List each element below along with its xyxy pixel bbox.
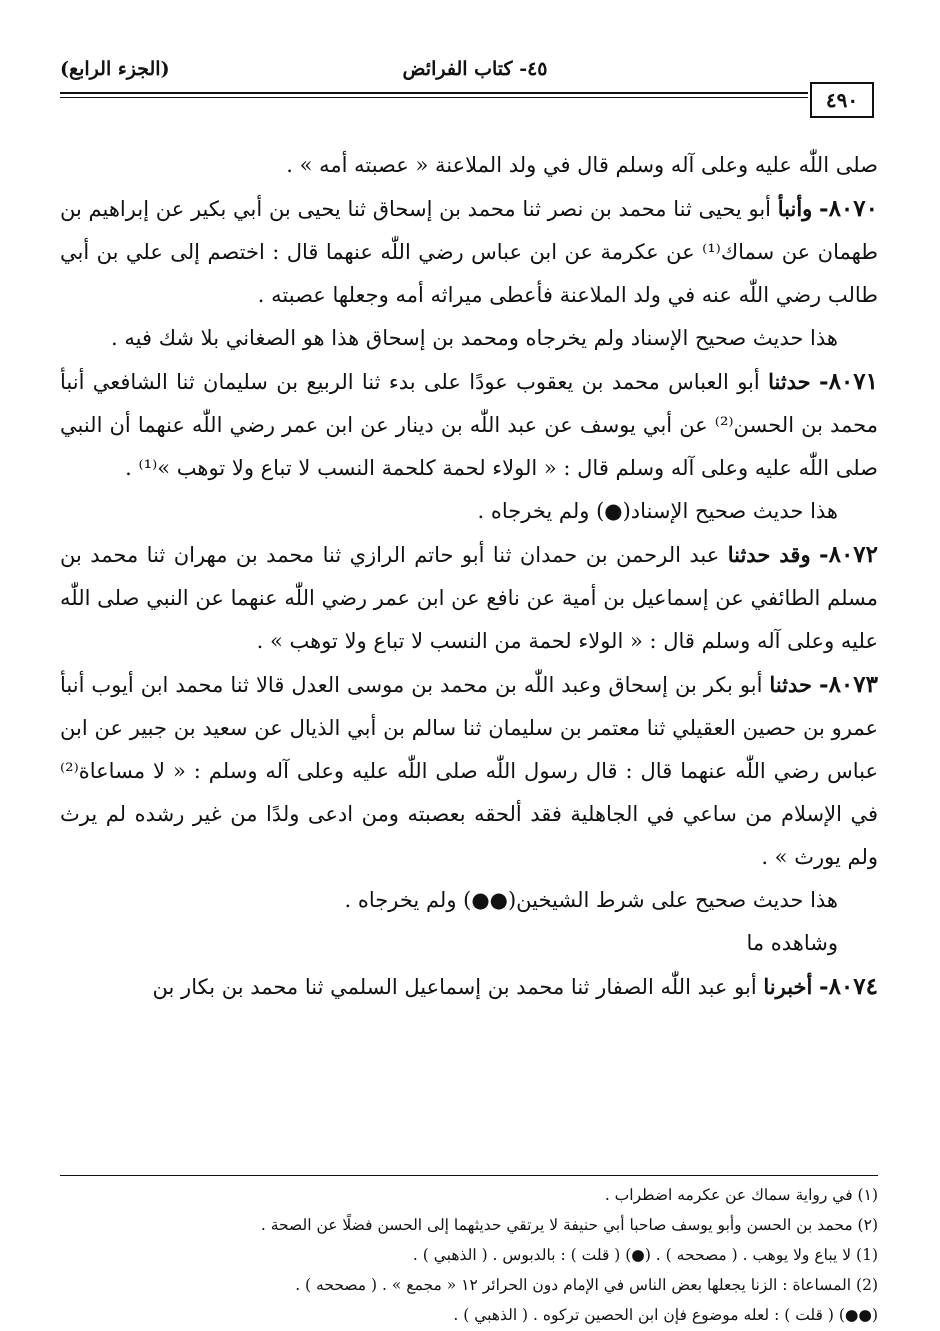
hadith-keyword: وأنبأ xyxy=(777,196,813,221)
hadith-entry xyxy=(60,663,878,879)
main-text xyxy=(60,144,878,1009)
hadith-entry xyxy=(60,187,878,317)
hadith-keyword: أخبرنا xyxy=(763,974,813,999)
witness-intro xyxy=(60,922,878,965)
hadith-number: ٨٠٧٤- xyxy=(819,973,878,1000)
hadith-number: ٨٠٧٠- xyxy=(819,195,878,222)
footnote: (1) لا يباع ولا يوهب . ( مصححه ) . (●) ( قلت ) : بالدبوس . ( الذهبي ) . xyxy=(412,1246,878,1264)
hadith-text: عبد الرحمن بن حمدان ثنا أبو حاتم الرازي ثنا محمد بن مهران ثنا محمد بن مسلم الطائفي عن إسماعيل بن أمية عن نافع عن ابن عمر رضي اللّٰه عنهما عن النبي صلى اللّٰه عليه وعلى آله وسلم قال : « الولاء لحمة من النسب لا تباع ولا توهب » . xyxy=(60,543,878,653)
footnote-divider xyxy=(60,1175,878,1176)
hadith-text: أبو عبد اللّٰه الصفار ثنا محمد بن إسماعيل السلمي ثنا محمد بن بكار بن xyxy=(152,975,757,999)
grading-note xyxy=(60,317,878,360)
chapter-title: ٤٥- كتاب الفرائض xyxy=(402,58,548,80)
paragraph-text: هذا حديث صحيح الإسناد(●) ولم يخرجاه . xyxy=(477,499,838,523)
hadith-text: أبو العباس محمد بن يعقوب عودًا على بدء ثنا الربيع بن سليمان ثنا الشافعي أنبأ محمد بن الحسن⁽²⁾ عن أبي يوسف عن عبد اللّٰه بن دينار عن ابن عمر رضي اللّٰه عنهما أن النبي صلى اللّٰه عليه وعلى آله وسلم قال : « الولاء لحمة كلحمة النسب لا تباع ولا توهب »⁽¹⁾ . xyxy=(60,370,878,480)
paragraph-text: هذا حديث صحيح الإسناد ولم يخرجاه ومحمد بن إسحاق هذا هو الصغاني بلا شك فيه . xyxy=(111,326,838,350)
hadith-keyword: وقد حدثنا xyxy=(727,542,811,567)
grading-note xyxy=(60,490,878,533)
page-header xyxy=(60,40,878,112)
hadith-entry xyxy=(60,965,878,1009)
footnote: (١) في رواية سماك عن عكرمه اضطراب . xyxy=(604,1186,878,1204)
page-number: ٤٩٠ xyxy=(810,82,874,118)
paragraph-text: وشاهده ما xyxy=(746,931,838,955)
paragraph xyxy=(60,144,878,187)
hadith-number: ٨٠٧١- xyxy=(819,368,878,395)
paragraph-text: هذا حديث صحيح على شرط الشيخين(●●) ولم يخرجاه . xyxy=(344,888,838,912)
document-page xyxy=(60,40,879,1324)
hadith-entry xyxy=(60,533,878,663)
header-rule-thin xyxy=(60,97,808,98)
footnote: (●●) ( قلت ) : لعله موضوع فإن ابن الحصين تركوه . ( الذهبي ) . xyxy=(453,1306,878,1324)
paragraph-text: صلى اللّٰه عليه وعلى آله وسلم قال في ولد الملاعنة « عصبته أمه » . xyxy=(286,153,878,177)
footnote: (2) المساعاة : الزنا يجعلها بعض الناس في الإمام دون الحرائر ١٢ « مجمع » . ( مصححه ) . xyxy=(295,1276,878,1294)
header-rule xyxy=(60,92,808,94)
volume-label: (الجزء الرابع) xyxy=(60,58,170,80)
hadith-entry xyxy=(60,360,878,490)
grading-note xyxy=(60,879,878,922)
hadith-text: أبو بكر بن إسحاق وعبد اللّٰه بن محمد بن موسى العدل قالا ثنا محمد ابن أيوب أنبأ عمرو بن حصين العقيلي ثنا معتمر بن سليمان ثنا سالم بن أبي الذيال عن سعيد بن جبير عن ابن عباس رضي اللّٰه عنهما قال : قال رسول اللّٰه صلى اللّٰه عليه وعلى آله وسلم : « لا مساعاة⁽²⁾ في الإسلام من ساعي في الجاهلية فقد ألحقه بعصبته ومن ادعى ولدًا من غير رشده لم يرث ولم يورث » . xyxy=(60,673,878,869)
hadith-number: ٨٠٧٣- xyxy=(819,671,878,698)
hadith-text: أبو يحيى ثنا محمد بن نصر ثنا محمد بن إسحاق ثنا يحيى بن أبي بكير عن إبراهيم بن طهمان عن سماك⁽¹⁾ عن عكرمة عن ابن عباس رضي اللّٰه عنهما قال : اختصم إلى علي بن أبي طالب رضي اللّٰه عنه في ولد الملاعنة فأعطى ميراثه أمه وجعلها عصبته . xyxy=(60,197,878,307)
hadith-number: ٨٠٧٢- xyxy=(819,541,879,568)
hadith-keyword: حدثنا xyxy=(768,369,811,394)
footnotes xyxy=(60,1180,878,1330)
hadith-keyword: حدثنا xyxy=(769,672,813,697)
footnote: (٢) محمد بن الحسن وأبو يوسف صاحبا أبي حنيفة لا يرتقي حديثهما إلى الحسن فضلًا عن الصحة . xyxy=(260,1216,878,1234)
